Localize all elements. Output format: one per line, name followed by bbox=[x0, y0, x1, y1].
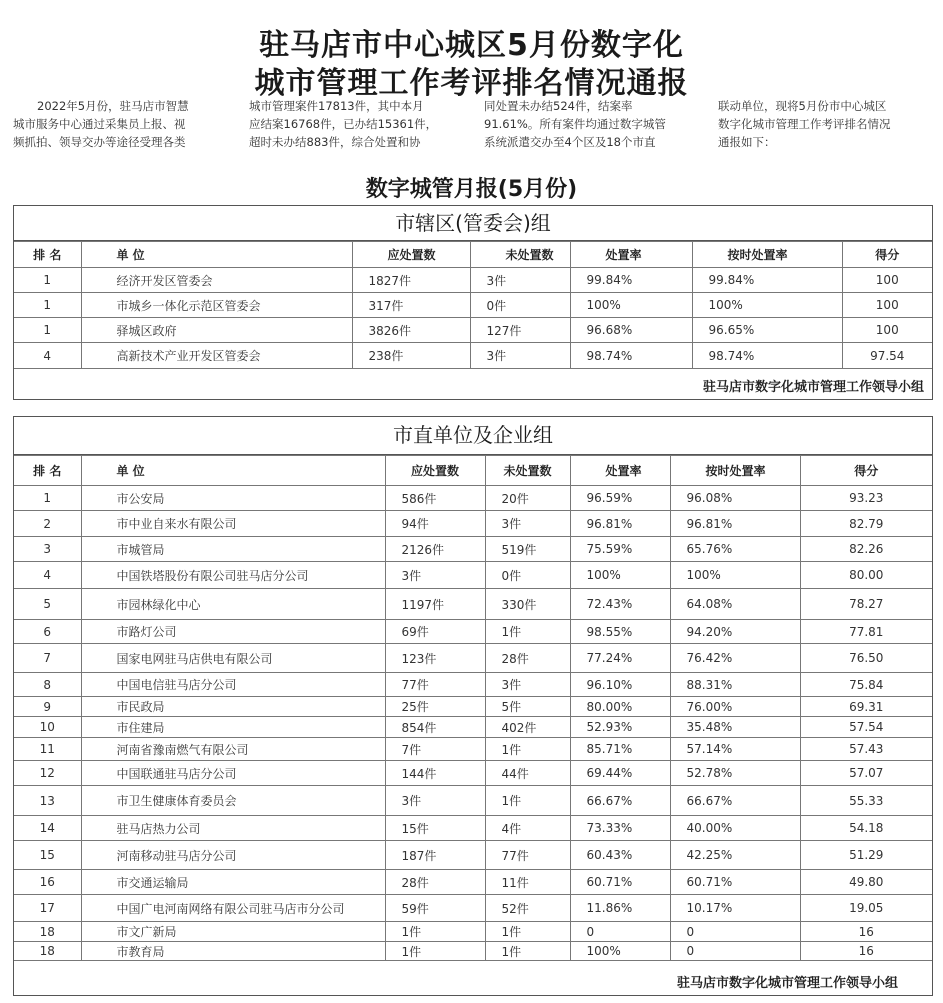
cell-ontime: 100% bbox=[670, 562, 800, 589]
cell-rate: 80.00% bbox=[570, 697, 670, 717]
cell-due: 3件 bbox=[385, 562, 485, 589]
cell-ontime: 65.76% bbox=[670, 537, 800, 562]
cell-unit: 河南移动驻马店分公司 bbox=[81, 841, 385, 870]
cell-rank: 1 bbox=[14, 486, 81, 511]
cell-unit: 市中业自来水有限公司 bbox=[81, 511, 385, 537]
cell-ontime: 98.74% bbox=[692, 343, 842, 369]
header-score: 得分 bbox=[842, 242, 932, 268]
cell-due: 77件 bbox=[385, 673, 485, 697]
cell-rank: 3 bbox=[14, 537, 81, 562]
header-rate: 处置率 bbox=[570, 242, 692, 268]
cell-pending: 1件 bbox=[485, 942, 570, 961]
cell-due: 187件 bbox=[385, 841, 485, 870]
cell-rate: 96.10% bbox=[570, 673, 670, 697]
cell-rank: 13 bbox=[14, 786, 81, 816]
cell-due: 854件 bbox=[385, 717, 485, 738]
cell-rank: 4 bbox=[14, 343, 81, 369]
cell-rate: 69.44% bbox=[570, 761, 670, 786]
intro-column-1 bbox=[13, 97, 231, 151]
cell-due: 3826件 bbox=[352, 318, 470, 343]
cell-score: 78.27 bbox=[800, 589, 932, 620]
cell-ontime: 57.14% bbox=[670, 738, 800, 761]
cell-pending: 0件 bbox=[485, 562, 570, 589]
header-pending: 未处置数 bbox=[470, 242, 570, 268]
table-row bbox=[14, 511, 932, 537]
cell-pending: 0件 bbox=[470, 293, 570, 318]
header-ontime: 按时处置率 bbox=[692, 242, 842, 268]
cell-score: 57.07 bbox=[800, 761, 932, 786]
cell-unit: 国家电网驻马店供电有限公司 bbox=[81, 644, 385, 673]
cell-due: 1件 bbox=[385, 942, 485, 961]
cell-unit: 市住建局 bbox=[81, 717, 385, 738]
table-row bbox=[14, 673, 932, 697]
table-row bbox=[14, 537, 932, 562]
cell-due: 69件 bbox=[385, 620, 485, 644]
cell-rank: 11 bbox=[14, 738, 81, 761]
cell-rank: 1 bbox=[14, 268, 81, 293]
cell-ontime: 96.81% bbox=[670, 511, 800, 537]
cell-pending: 52件 bbox=[485, 895, 570, 922]
header-rank: 排 名 bbox=[14, 456, 81, 486]
cell-unit: 驿城区政府 bbox=[81, 318, 352, 343]
cell-ontime: 96.08% bbox=[670, 486, 800, 511]
cell-pending: 77件 bbox=[485, 841, 570, 870]
cell-pending: 3件 bbox=[485, 511, 570, 537]
cell-rate: 100% bbox=[570, 293, 692, 318]
cell-rate: 73.33% bbox=[570, 816, 670, 841]
header-rank: 排 名 bbox=[14, 242, 81, 268]
district-group-box bbox=[13, 205, 933, 400]
cell-ontime: 66.67% bbox=[670, 786, 800, 816]
cell-pending: 3件 bbox=[485, 673, 570, 697]
cell-due: 15件 bbox=[385, 816, 485, 841]
cell-rate: 100% bbox=[570, 942, 670, 961]
cell-score: 19.05 bbox=[800, 895, 932, 922]
cell-unit: 市教育局 bbox=[81, 942, 385, 961]
cell-ontime: 88.31% bbox=[670, 673, 800, 697]
cell-due: 2126件 bbox=[385, 537, 485, 562]
cell-ontime: 0 bbox=[670, 922, 800, 942]
report-title: 数字城管月报(5月份) bbox=[365, 177, 578, 202]
cell-score: 16 bbox=[800, 942, 932, 961]
cell-ontime: 99.84% bbox=[692, 268, 842, 293]
cell-rank: 9 bbox=[14, 697, 81, 717]
table-row bbox=[14, 589, 932, 620]
cell-ontime: 60.71% bbox=[670, 870, 800, 895]
table-row bbox=[14, 318, 932, 343]
cell-rank: 1 bbox=[14, 293, 81, 318]
cell-due: 25件 bbox=[385, 697, 485, 717]
cell-rate: 52.93% bbox=[570, 717, 670, 738]
cell-pending: 4件 bbox=[485, 816, 570, 841]
headline-line-1: 驻马店市中心城区5月份数字化 bbox=[259, 28, 684, 63]
cell-unit: 经济开发区管委会 bbox=[81, 268, 352, 293]
cell-unit: 市卫生健康体育委员会 bbox=[81, 786, 385, 816]
cell-due: 586件 bbox=[385, 486, 485, 511]
table-row bbox=[14, 486, 932, 511]
cell-ontime: 96.65% bbox=[692, 318, 842, 343]
intro-line: 应结案16768件，已办结15361件， bbox=[249, 117, 438, 131]
cell-unit: 高新技术产业开发区管委会 bbox=[81, 343, 352, 369]
table-row bbox=[14, 922, 932, 942]
cell-rank: 1 bbox=[14, 318, 81, 343]
cell-pending: 519件 bbox=[485, 537, 570, 562]
cell-unit: 市民政局 bbox=[81, 697, 385, 717]
district-footer-signature: 驻马店市数字化城市管理工作领导小组 bbox=[702, 380, 924, 395]
cell-rank: 15 bbox=[14, 841, 81, 870]
table-row bbox=[14, 343, 932, 369]
cell-due: 1件 bbox=[385, 922, 485, 942]
cell-score: 77.81 bbox=[800, 620, 932, 644]
cell-score: 76.50 bbox=[800, 644, 932, 673]
cell-score: 69.31 bbox=[800, 697, 932, 717]
cell-ontime: 52.78% bbox=[670, 761, 800, 786]
intro-line: 系统派遣交办至4个区及18个市直 bbox=[484, 135, 656, 149]
cell-due: 317件 bbox=[352, 293, 470, 318]
cell-score: 57.54 bbox=[800, 717, 932, 738]
header-due: 应处置数 bbox=[352, 242, 470, 268]
municipal-table-body bbox=[14, 486, 932, 961]
cell-rate: 85.71% bbox=[570, 738, 670, 761]
table-row bbox=[14, 870, 932, 895]
cell-due: 7件 bbox=[385, 738, 485, 761]
header-due: 应处置数 bbox=[385, 456, 485, 486]
cell-pending: 1件 bbox=[485, 738, 570, 761]
cell-rate: 0 bbox=[570, 922, 670, 942]
cell-ontime: 42.25% bbox=[670, 841, 800, 870]
table-header-row bbox=[14, 456, 932, 486]
header-ontime: 按时处置率 bbox=[670, 456, 800, 486]
cell-rate: 77.24% bbox=[570, 644, 670, 673]
intro-line: 同处置未办结524件，结案率 bbox=[484, 99, 633, 113]
cell-score: 93.23 bbox=[800, 486, 932, 511]
cell-unit: 河南省豫南燃气有限公司 bbox=[81, 738, 385, 761]
cell-rank: 4 bbox=[14, 562, 81, 589]
intro-column-2 bbox=[249, 97, 464, 151]
table-row bbox=[14, 841, 932, 870]
cell-rate: 60.43% bbox=[570, 841, 670, 870]
cell-pending: 11件 bbox=[485, 870, 570, 895]
cell-rate: 72.43% bbox=[570, 589, 670, 620]
table-row bbox=[14, 717, 932, 738]
cell-rank: 17 bbox=[14, 895, 81, 922]
cell-ontime: 40.00% bbox=[670, 816, 800, 841]
cell-due: 1827件 bbox=[352, 268, 470, 293]
cell-rank: 5 bbox=[14, 589, 81, 620]
cell-due: 59件 bbox=[385, 895, 485, 922]
cell-rank: 16 bbox=[14, 870, 81, 895]
district-ranking-table bbox=[14, 241, 932, 369]
cell-pending: 28件 bbox=[485, 644, 570, 673]
cell-pending: 1件 bbox=[485, 922, 570, 942]
cell-rate: 96.68% bbox=[570, 318, 692, 343]
cell-ontime: 0 bbox=[670, 942, 800, 961]
cell-pending: 44件 bbox=[485, 761, 570, 786]
table-row bbox=[14, 620, 932, 644]
cell-rate: 75.59% bbox=[570, 537, 670, 562]
cell-score: 57.43 bbox=[800, 738, 932, 761]
cell-due: 1197件 bbox=[385, 589, 485, 620]
header-unit: 单 位 bbox=[81, 242, 352, 268]
cell-rank: 8 bbox=[14, 673, 81, 697]
cell-pending: 5件 bbox=[485, 697, 570, 717]
table-row bbox=[14, 942, 932, 961]
table-header-row bbox=[14, 242, 932, 268]
cell-rank: 12 bbox=[14, 761, 81, 786]
cell-unit: 中国铁塔股份有限公司驻马店分公司 bbox=[81, 562, 385, 589]
cell-unit: 市城乡一体化示范区管委会 bbox=[81, 293, 352, 318]
cell-rate: 100% bbox=[570, 562, 670, 589]
intro-line: 2022年5月份，驻马店市智慧 bbox=[37, 99, 189, 113]
cell-due: 238件 bbox=[352, 343, 470, 369]
cell-ontime: 64.08% bbox=[670, 589, 800, 620]
cell-due: 28件 bbox=[385, 870, 485, 895]
cell-rate: 66.67% bbox=[570, 786, 670, 816]
cell-score: 75.84 bbox=[800, 673, 932, 697]
intro-column-3 bbox=[484, 97, 699, 151]
cell-unit: 中国广电河南网络有限公司驻马店市分公司 bbox=[81, 895, 385, 922]
cell-ontime: 10.17% bbox=[670, 895, 800, 922]
table-row bbox=[14, 697, 932, 717]
headline-line-2: 城市管理工作考评排名情况通报 bbox=[254, 66, 689, 101]
cell-unit: 驻马店热力公司 bbox=[81, 816, 385, 841]
district-table-body bbox=[14, 268, 932, 369]
cell-score: 100 bbox=[842, 268, 932, 293]
cell-pending: 330件 bbox=[485, 589, 570, 620]
cell-rank: 6 bbox=[14, 620, 81, 644]
cell-rate: 11.86% bbox=[570, 895, 670, 922]
intro-column-4 bbox=[718, 97, 933, 151]
cell-unit: 中国联通驻马店分公司 bbox=[81, 761, 385, 786]
cell-rank: 7 bbox=[14, 644, 81, 673]
cell-unit: 市公安局 bbox=[81, 486, 385, 511]
cell-ontime: 100% bbox=[692, 293, 842, 318]
cell-rate: 96.81% bbox=[570, 511, 670, 537]
cell-unit: 市城管局 bbox=[81, 537, 385, 562]
cell-rate: 96.59% bbox=[570, 486, 670, 511]
table-row bbox=[14, 761, 932, 786]
table-row bbox=[14, 816, 932, 841]
municipal-group-title: 市直单位及企业组 bbox=[14, 417, 932, 455]
cell-rank: 2 bbox=[14, 511, 81, 537]
cell-pending: 3件 bbox=[470, 268, 570, 293]
cell-unit: 中国电信驻马店分公司 bbox=[81, 673, 385, 697]
table-row bbox=[14, 293, 932, 318]
cell-score: 80.00 bbox=[800, 562, 932, 589]
cell-score: 82.26 bbox=[800, 537, 932, 562]
table-row bbox=[14, 895, 932, 922]
intro-line: 联动单位，现将5月份市中心城区 bbox=[718, 99, 887, 113]
cell-score: 100 bbox=[842, 293, 932, 318]
cell-rank: 10 bbox=[14, 717, 81, 738]
table-row bbox=[14, 738, 932, 761]
cell-rank: 18 bbox=[14, 922, 81, 942]
cell-rate: 60.71% bbox=[570, 870, 670, 895]
cell-due: 123件 bbox=[385, 644, 485, 673]
cell-score: 49.80 bbox=[800, 870, 932, 895]
district-group-title: 市辖区(管委会)组 bbox=[14, 206, 932, 241]
intro-line: 超时未办结883件，综合处置和协 bbox=[249, 135, 421, 149]
cell-unit: 市文广新局 bbox=[81, 922, 385, 942]
cell-ontime: 35.48% bbox=[670, 717, 800, 738]
municipal-ranking-table bbox=[14, 455, 932, 961]
municipal-footer-signature: 驻马店市数字化城市管理工作领导小组 bbox=[676, 976, 898, 991]
cell-score: 55.33 bbox=[800, 786, 932, 816]
cell-score: 100 bbox=[842, 318, 932, 343]
cell-pending: 1件 bbox=[485, 786, 570, 816]
cell-pending: 20件 bbox=[485, 486, 570, 511]
header-pending: 未处置数 bbox=[485, 456, 570, 486]
cell-ontime: 76.42% bbox=[670, 644, 800, 673]
header-rate: 处置率 bbox=[570, 456, 670, 486]
cell-pending: 1件 bbox=[485, 620, 570, 644]
cell-rank: 18 bbox=[14, 942, 81, 961]
cell-score: 82.79 bbox=[800, 511, 932, 537]
cell-rate: 99.84% bbox=[570, 268, 692, 293]
intro-line: 通报如下： bbox=[718, 135, 776, 149]
cell-due: 94件 bbox=[385, 511, 485, 537]
table-row bbox=[14, 268, 932, 293]
cell-ontime: 76.00% bbox=[670, 697, 800, 717]
cell-ontime: 94.20% bbox=[670, 620, 800, 644]
cell-score: 51.29 bbox=[800, 841, 932, 870]
table-row bbox=[14, 644, 932, 673]
cell-unit: 市路灯公司 bbox=[81, 620, 385, 644]
cell-pending: 3件 bbox=[470, 343, 570, 369]
table-row bbox=[14, 786, 932, 816]
intro-line: 数字化城市管理工作考评排名情况 bbox=[718, 117, 891, 131]
cell-score: 54.18 bbox=[800, 816, 932, 841]
intro-line: 91.61%。所有案件均通过数字城管 bbox=[484, 117, 666, 131]
cell-due: 144件 bbox=[385, 761, 485, 786]
intro-line: 频抓拍、领导交办等途径受理各类 bbox=[13, 135, 186, 149]
cell-unit: 市园林绿化中心 bbox=[81, 589, 385, 620]
cell-score: 97.54 bbox=[842, 343, 932, 369]
cell-due: 3件 bbox=[385, 786, 485, 816]
cell-unit: 市交通运输局 bbox=[81, 870, 385, 895]
cell-pending: 402件 bbox=[485, 717, 570, 738]
header-score: 得分 bbox=[800, 456, 932, 486]
cell-pending: 127件 bbox=[470, 318, 570, 343]
cell-rate: 98.55% bbox=[570, 620, 670, 644]
intro-line: 城市服务中心通过采集员上报、视 bbox=[13, 117, 186, 131]
intro-line: 城市管理案件17813件，其中本月 bbox=[249, 99, 424, 113]
cell-rank: 14 bbox=[14, 816, 81, 841]
table-row bbox=[14, 562, 932, 589]
cell-rate: 98.74% bbox=[570, 343, 692, 369]
municipal-group-box bbox=[13, 416, 933, 996]
header-unit: 单 位 bbox=[81, 456, 385, 486]
cell-score: 16 bbox=[800, 922, 932, 942]
